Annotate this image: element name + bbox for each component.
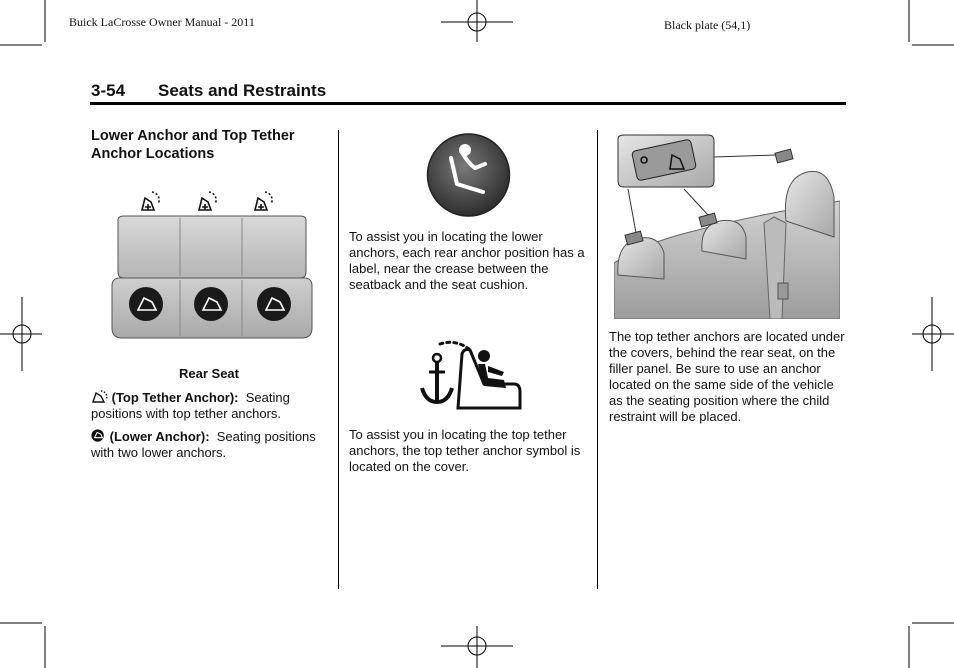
lower-anchor-icon [257,287,291,321]
registration-target-icon [441,0,513,42]
lower-anchor-term: (Lower Anchor): [109,429,210,444]
lower-anchor-definition [91,428,331,461]
top-tether-definition [91,389,331,422]
rear-seat-illustration [108,182,316,352]
registration-target-icon [912,297,954,371]
lower-anchor-icon [425,132,512,218]
lower-anchor-icon [194,287,228,321]
lower-anchor-description: Seating positions with two lower anchors. [91,429,316,460]
top-tether-anchor-icon [142,192,159,210]
page-number: 3-54 [91,81,126,100]
figure-caption: Rear Seat [179,366,239,381]
subsection-heading: Lower Anchor and Top Tether Anchor Locations [91,128,295,162]
top-tether-description: Seating positions with top tether anchors. [91,390,290,421]
top-tether-anchor-icon [199,192,216,210]
lower-anchor-icon [129,287,163,321]
top-tether-anchor-icon [255,192,272,210]
anchor-symbol [422,354,452,402]
column-divider [338,130,339,589]
lower-anchor-label-paragraph: To assist you in locating the lower anchors, each rear anchor position has a label, near the crease between the seatback and the seat cushion. [349,229,585,292]
manual-title: Buick LaCrosse Owner Manual - 2011 [69,15,255,29]
top-tether-anchor-icon [418,336,522,412]
column-divider [597,130,598,589]
page-header [91,81,326,101]
registration-target-icon [441,626,513,668]
header-rule [90,102,846,105]
section-title: Seats and Restraints [158,81,327,100]
registration-target-icon [0,297,42,371]
top-tether-symbol-paragraph: To assist you in locating the top tether anchors, the top tether anchor symbol is located on the cover. [349,427,581,474]
lower-anchor-icon [91,428,106,443]
top-tether-anchor-icon [91,389,108,404]
plate-label: Black plate (54,1) [664,18,751,32]
top-tether-term: (Top Tether Anchor): [111,390,239,405]
tether-location-paragraph: The top tether anchors are located under the covers, behind the rear seat, on the filler panel. Be sure to use an anchor located on the same side of the vehicle as the seating position where the child restraint will be placed. [609,329,845,424]
rear-shelf-tether-illustration [614,133,840,319]
